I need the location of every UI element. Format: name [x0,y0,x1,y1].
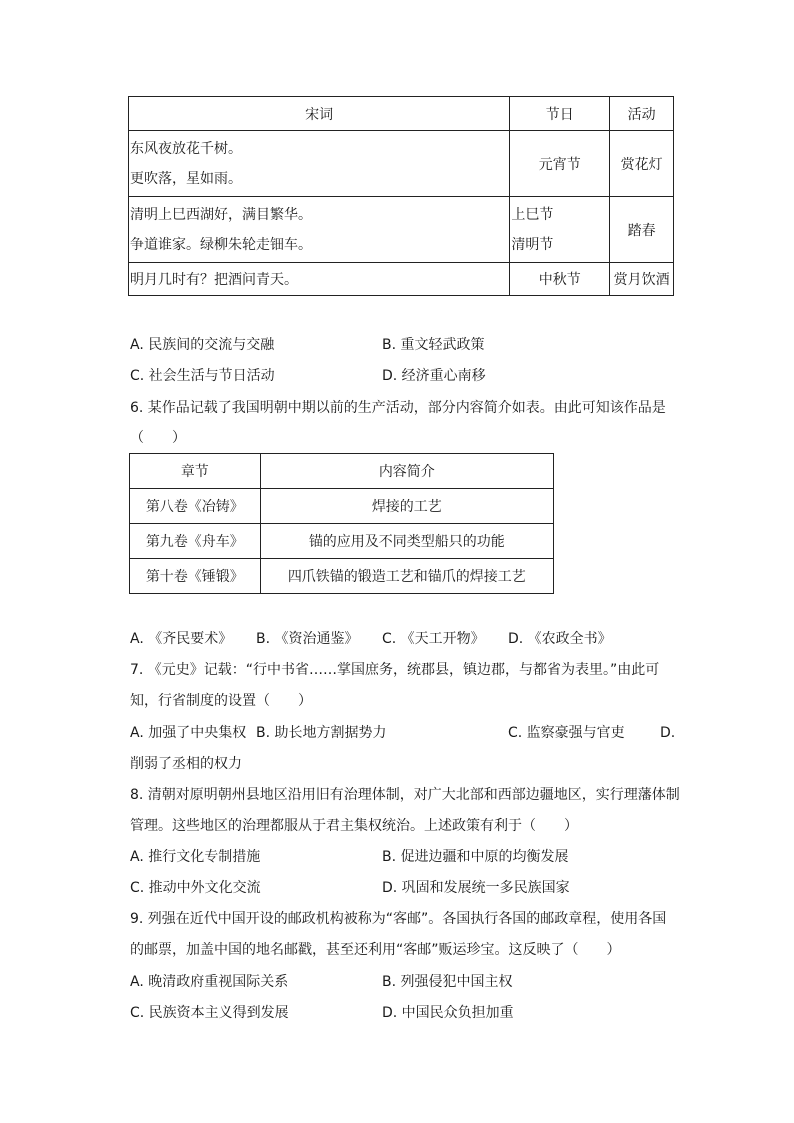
song-ci-festival-table [128,96,674,296]
q6-option-c[interactable]: C. 《天工开物》 [382,631,485,647]
festival-line: 清明节 [511,236,554,253]
q8-option-a[interactable]: A. 推行文化专制措施 [130,849,261,865]
ci-cell [129,131,510,197]
q8-option-c[interactable]: C. 推动中外文化交流 [130,880,261,896]
q7-option-d[interactable]: D. [660,725,676,741]
header-activity: 活动 [610,97,674,131]
table-row [130,489,554,524]
header-ci: 宋词 [129,97,510,131]
table-header-row [130,454,554,489]
activity-cell: 赏月饮酒 [610,263,674,296]
ci-cell: 明月几时有？把酒问青天。 [129,263,510,296]
table-row [129,197,674,263]
ci-cell [129,197,510,263]
summary-cell: 四爪铁锚的锻造工艺和锚爪的焊接工艺 [260,559,553,594]
q9-stem-line2: 的邮票，加盖中国的地名邮戳，甚至还利用“客邮”贩运珍宝。这反映了（ ） [130,942,621,958]
ci-line: 清明上巳西湖好，满目繁华。 [130,206,312,223]
chapter-cell: 第十卷《锤锻》 [130,559,261,594]
q7-stem-line2: 知，行省制度的设置（ ） [130,693,312,709]
q8-stem-line1: 8. 清朝对原明朝州县地区沿用旧有治理体制，对广大北部和西部边疆地区，实行理藩体制 [130,787,680,803]
q6-option-d[interactable]: D. 《农政全书》 [508,631,612,647]
festival-cell: 元宵节 [510,131,610,197]
table-row [129,131,674,197]
q8-option-d[interactable]: D. 巩固和发展统一多民族国家 [382,880,570,896]
q5-option-c[interactable]: C. 社会生活与节日活动 [130,368,275,384]
q6-option-a[interactable]: A. 《齐民要术》 [130,631,233,647]
q5-option-a[interactable]: A. 民族间的交流与交融 [130,337,275,353]
ci-line: 更吹落，星如雨。 [130,170,242,187]
q6-option-b[interactable]: B. 《资治通鉴》 [256,631,359,647]
activity-cell: 踏春 [610,197,674,263]
summary-cell: 锚的应用及不同类型船只的功能 [260,524,553,559]
q6-stem-line1: 6. 某作品记载了我国明朝中期以前的生产活动，部分内容简介如表。由此可知该作品是 [130,400,666,416]
q5-option-d[interactable]: D. 经济重心南移 [382,368,486,384]
q7-option-c[interactable]: C. 监察豪强与官吏 [508,725,625,741]
chapter-cell: 第九卷《舟车》 [130,524,261,559]
table-row [130,524,554,559]
q8-stem-line2: 管理。这些地区的治理都服从于君主集权统治。上述政策有利于（ ） [130,818,578,834]
festival-line: 上巳节 [511,206,554,223]
table-row [129,263,674,296]
header-chapter: 章节 [130,454,261,489]
festival-cell: 中秋节 [510,263,610,296]
table-row [130,559,554,594]
ci-line: 东风夜放花千树。 [130,140,242,157]
q6-stem-line2: （ ） [130,430,186,446]
q9-option-a[interactable]: A. 晚清政府重视国际关系 [130,974,289,990]
q8-option-b[interactable]: B. 促进边疆和中原的均衡发展 [382,849,569,865]
festival-cell [510,197,610,263]
q7-option-d-text[interactable]: 削弱了丞相的权力 [130,756,242,772]
q9-option-b[interactable]: B. 列强侵犯中国主权 [382,974,513,990]
summary-cell: 焊接的工艺 [260,489,553,524]
book-chapters-table [129,453,554,594]
q9-stem-line1: 9. 列强在近代中国开设的邮政机构被称为“客邮”。各国执行各国的邮政章程，使用各国 [130,911,667,927]
q9-option-d[interactable]: D. 中国民众负担加重 [382,1005,514,1021]
ci-line: 争道谁家。绿柳朱轮走钿车。 [130,236,312,253]
q7-stem-line1: 7. 《元史》记载：“行中书省……掌国庶务，统郡县，镇边郡，与都省为表里。”由此可 [130,662,660,678]
table-header-row [129,97,674,131]
q7-option-a[interactable]: A. 加强了中央集权 [130,725,247,741]
header-summary: 内容简介 [260,454,553,489]
header-festival: 节日 [510,97,610,131]
q9-option-c[interactable]: C. 民族资本主义得到发展 [130,1005,289,1021]
chapter-cell: 第八卷《冶铸》 [130,489,261,524]
q7-option-b[interactable]: B. 助长地方割据势力 [256,725,387,741]
activity-cell: 赏花灯 [610,131,674,197]
q5-option-b[interactable]: B. 重文轻武政策 [382,337,485,353]
